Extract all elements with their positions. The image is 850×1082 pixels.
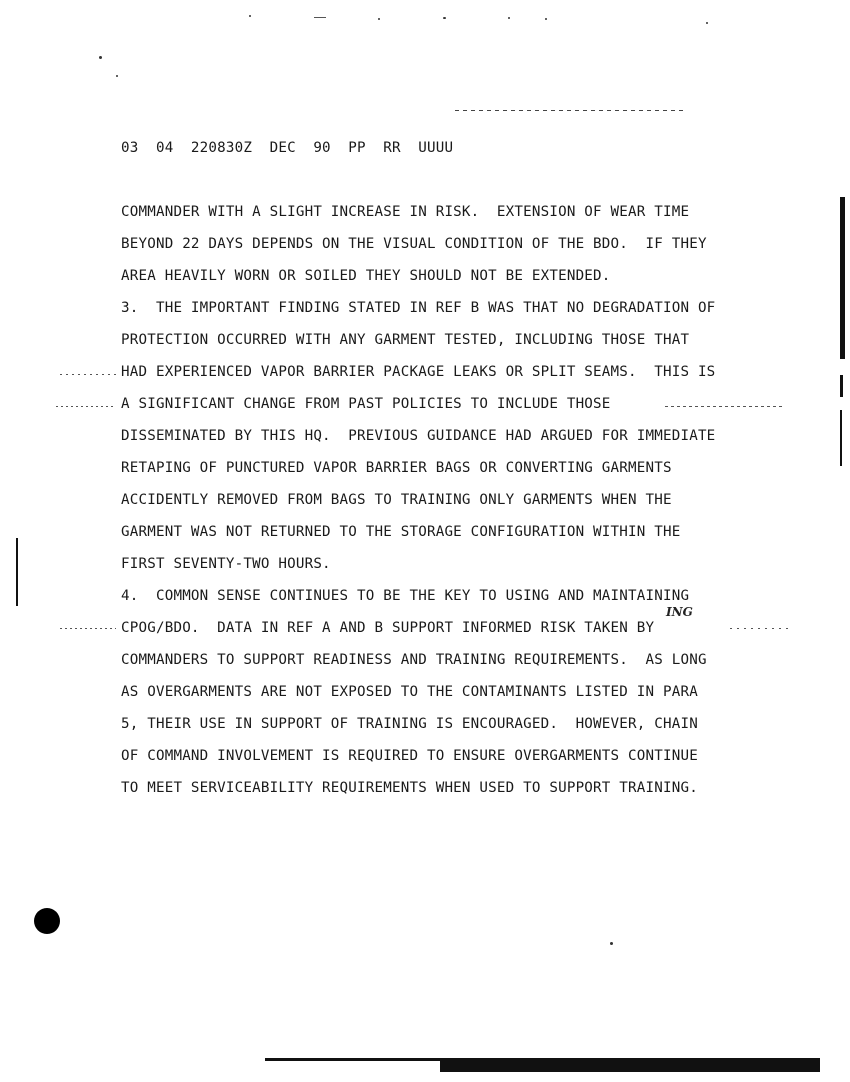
body-line: HAD EXPERIENCED VAPOR BARRIER PACKAGE LEAKS OR SPLIT SEAMS. THIS IS: [121, 364, 716, 380]
scan-noise: [60, 628, 116, 629]
change-bar: [840, 375, 843, 397]
handwritten-annotation: ING: [666, 605, 693, 619]
scan-noise: [508, 17, 510, 19]
body-line: ACCIDENTLY REMOVED FROM BAGS TO TRAINING ONLY GARMENTS WHEN THE: [121, 492, 672, 508]
scan-noise: [249, 15, 251, 17]
scan-noise: [56, 406, 116, 407]
scan-noise: [665, 406, 785, 407]
body-line: AREA HEAVILY WORN OR SOILED THEY SHOULD NOT BE EXTENDED.: [121, 268, 611, 284]
scan-noise: [730, 628, 790, 629]
scan-noise: [378, 18, 380, 20]
body-line: TO MEET SERVICEABILITY REQUIREMENTS WHEN USED TO SUPPORT TRAINING.: [121, 780, 698, 796]
scan-noise: [545, 18, 547, 20]
scan-edge-mark: [16, 538, 18, 606]
message-header: 03 04 220830Z DEC 90 PP RR UUUU: [121, 140, 454, 156]
scan-noise: [116, 75, 118, 77]
scan-noise: [455, 110, 685, 111]
change-bar: [840, 410, 842, 466]
scan-noise: [99, 56, 102, 59]
body-line: GARMENT WAS NOT RETURNED TO THE STORAGE CONFIGURATION WITHIN THE: [121, 524, 681, 540]
body-line: OF COMMAND INVOLVEMENT IS REQUIRED TO ENSURE OVERGARMENTS CONTINUE: [121, 748, 698, 764]
body-line: AS OVERGARMENTS ARE NOT EXPOSED TO THE CONTAMINANTS LISTED IN PARA: [121, 684, 698, 700]
scan-noise: [706, 22, 708, 24]
body-line: DISSEMINATED BY THIS HQ. PREVIOUS GUIDANCE HAD ARGUED FOR IMMEDIATE: [121, 428, 716, 444]
body-line: PROTECTION OCCURRED WITH ANY GARMENT TESTED, INCLUDING THOSE THAT: [121, 332, 690, 348]
body-line: FIRST SEVENTY-TWO HOURS.: [121, 556, 331, 572]
punch-hole: [34, 908, 60, 934]
body-line: CPOG/BDO. DATA IN REF A AND B SUPPORT INFORMED RISK TAKEN BY: [121, 620, 655, 636]
change-bar: [840, 197, 845, 359]
body-line: COMMANDER WITH A SLIGHT INCREASE IN RISK. EXTENSION OF WEAR TIME: [121, 204, 690, 220]
body-line: 3. THE IMPORTANT FINDING STATED IN REF B WAS THAT NO DEGRADATION OF: [121, 300, 716, 316]
body-line: RETAPING OF PUNCTURED VAPOR BARRIER BAGS OR CONVERTING GARMENTS: [121, 460, 672, 476]
scan-noise: [60, 374, 116, 375]
body-line: 5, THEIR USE IN SUPPORT OF TRAINING IS ENCOURAGED. HOWEVER, CHAIN: [121, 716, 698, 732]
scan-noise: [610, 942, 613, 945]
body-line: A SIGNIFICANT CHANGE FROM PAST POLICIES TO INCLUDE THOSE: [121, 396, 611, 412]
bottom-rule: [440, 1061, 820, 1072]
scan-noise: [314, 17, 326, 18]
body-line: BEYOND 22 DAYS DEPENDS ON THE VISUAL CONDITION OF THE BDO. IF THEY: [121, 236, 707, 252]
body-line: 4. COMMON SENSE CONTINUES TO BE THE KEY TO USING AND MAINTAINING: [121, 588, 690, 604]
body-line: COMMANDERS TO SUPPORT READINESS AND TRAINING REQUIREMENTS. AS LONG: [121, 652, 707, 668]
scan-noise: [443, 17, 446, 19]
